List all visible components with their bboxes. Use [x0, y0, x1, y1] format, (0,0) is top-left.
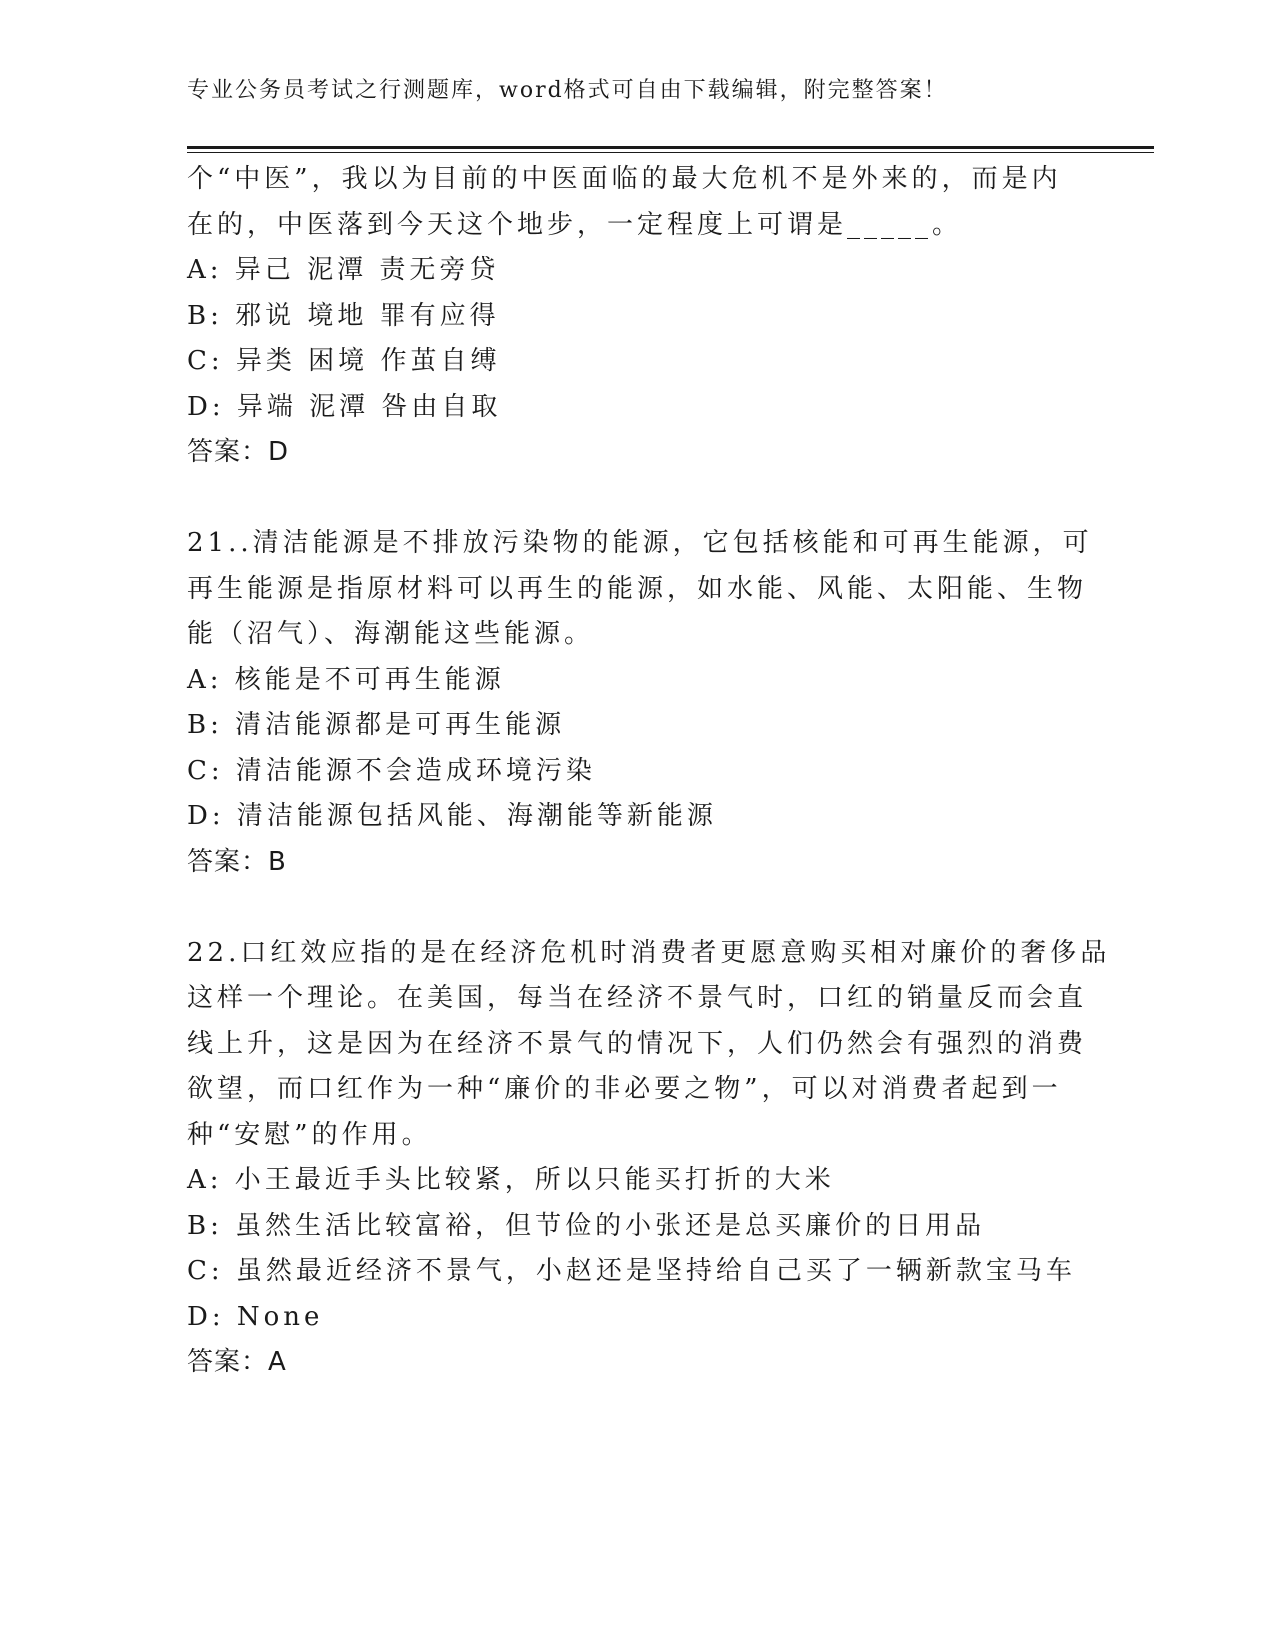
- question-stem-line: 线上升，这是因为在经济不景气的情况下，人们仍然会有强烈的消费: [187, 1028, 1088, 1059]
- question-stem-line: 这样一个理论。在美国，每当在经济不景气时，口红的销量反而会直: [187, 983, 1088, 1013]
- question-stem-line: 22.口红效应指的是在经济危机时消费者更愿意购买相对廉价的奢侈品: [187, 937, 1111, 968]
- option-d: D: 清洁能源包括风能、海潮能等新能源: [187, 801, 717, 831]
- question-stem-line: 种“安慰”的作用。: [187, 1119, 432, 1150]
- question-block: [187, 931, 1111, 1386]
- option-b: B: 清洁能源都是可再生能源: [187, 710, 566, 740]
- page-header-text: 专业公务员考试之行测题库，word格式可自由下载编辑，附完整答案！: [187, 78, 948, 103]
- answer-line: 答案：A: [187, 1347, 287, 1377]
- question-stem-line: 在的，中医落到今天这个地步，一定程度上可谓是_____。: [187, 209, 963, 240]
- answer-line: 答案：B: [187, 846, 287, 877]
- option-c: C: 虽然最近经济不景气，小赵还是坚持给自己买了一辆新款宝马车: [187, 1256, 1076, 1286]
- option-b: B: 邪说 境地 罪有应得: [187, 300, 500, 331]
- question-stem-line: 能（沼气）、海潮能这些能源。: [187, 619, 595, 649]
- answer-line: 答案：D: [187, 437, 290, 467]
- spacer: [187, 885, 1087, 931]
- option-a: A: 小王最近手头比较紧，所以只能买打折的大米: [187, 1165, 835, 1195]
- option-d: D: 异端 泥潭 咎由自取: [187, 391, 502, 422]
- option-a: A: 核能是不可再生能源: [187, 664, 505, 695]
- header-divider-thin: [187, 152, 1154, 153]
- option-c: C: 异类 困境 作茧自缚: [187, 346, 501, 376]
- question-stem-line: 个“中医”，我以为目前的中医面临的最大危机不是外来的，而是内: [187, 164, 1062, 194]
- question-content: [187, 157, 1111, 1386]
- question-block: [187, 521, 1093, 885]
- question-block: [187, 157, 1087, 476]
- option-a: A: 异己 泥潭 责无旁贷: [187, 255, 500, 285]
- question-stem-line: 欲望，而口红作为一种“廉价的非必要之物”，可以对消费者起到一: [187, 1074, 1062, 1104]
- option-d: D: None: [187, 1301, 324, 1332]
- question-stem-line: 21..清洁能源是不排放污染物的能源，它包括核能和可再生能源，可: [187, 528, 1093, 558]
- spacer: [187, 476, 1087, 522]
- header-divider-thick: [187, 146, 1154, 149]
- option-b: B: 虽然生活比较富裕，但节俭的小张还是总买廉价的日用品: [187, 1210, 986, 1241]
- option-c: C: 清洁能源不会造成环境污染: [187, 755, 596, 786]
- question-stem-line: 再生能源是指原材料可以再生的能源，如水能、风能、太阳能、生物: [187, 573, 1088, 604]
